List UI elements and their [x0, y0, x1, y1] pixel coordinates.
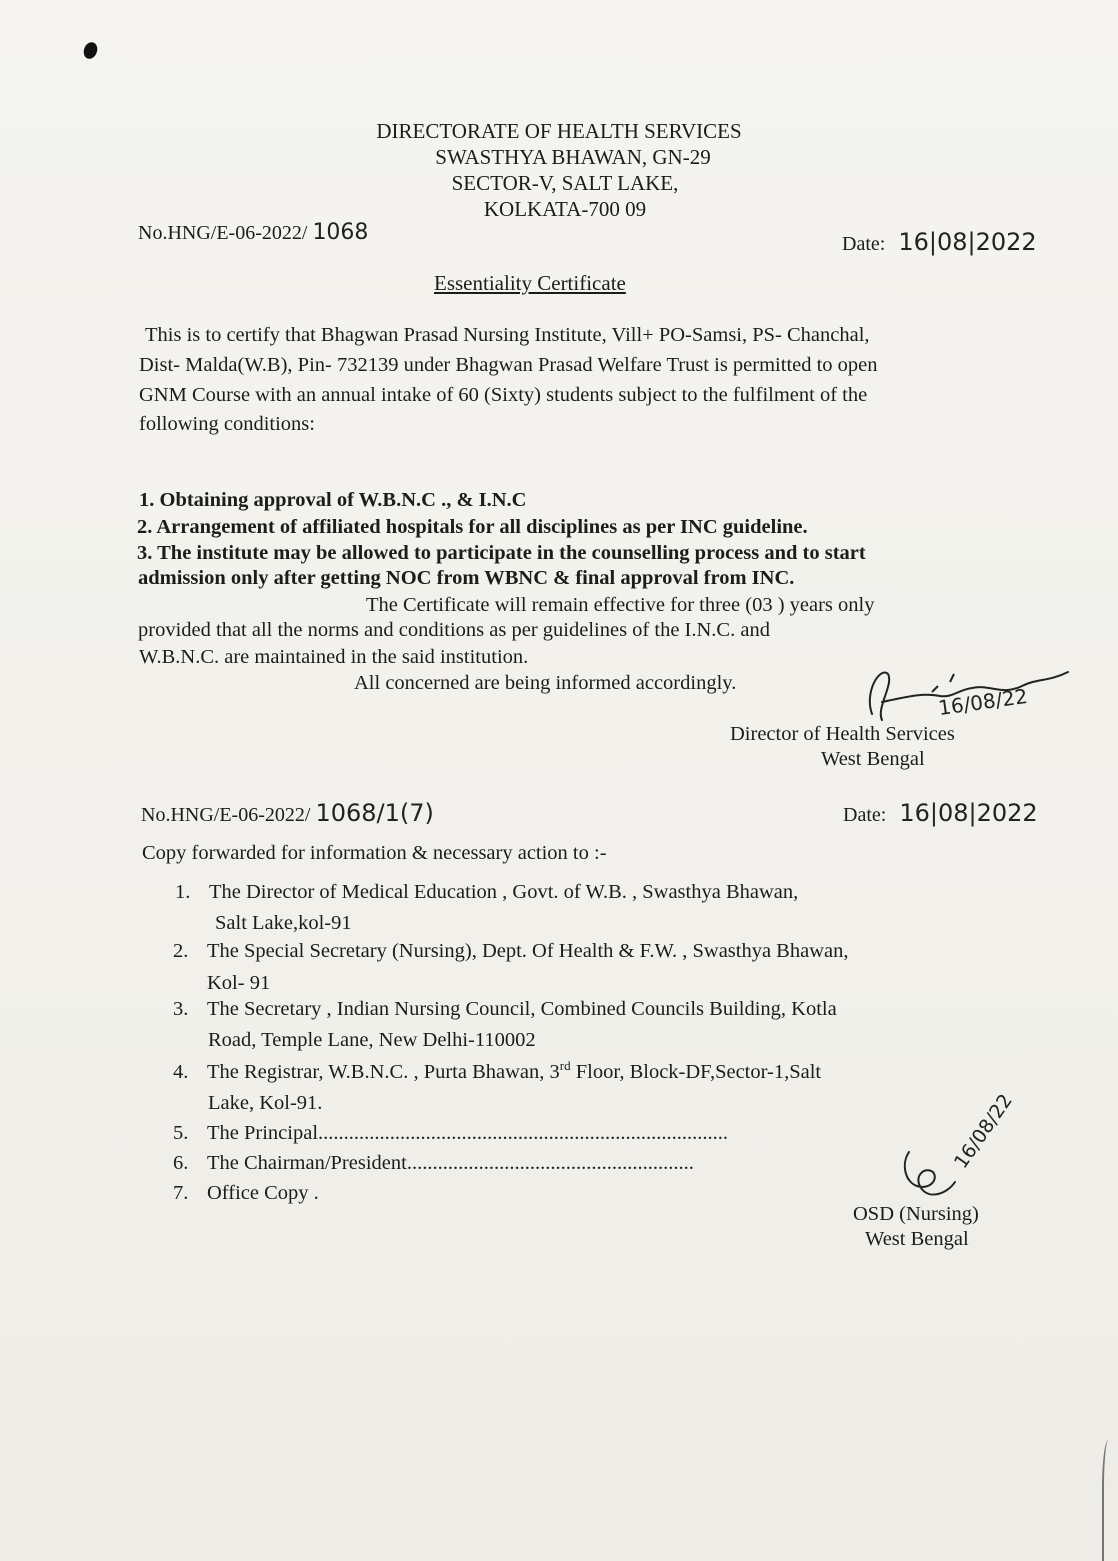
condition-2: 2. Arrangement of affiliated hospitals for all disciplines as per INC guideline. [137, 516, 808, 538]
recipient-4-continued: Lake, Kol-91. [208, 1092, 323, 1114]
recipient-7: 7. Office Copy . [173, 1182, 319, 1204]
intro-line-2: Dist- Malda(W.B), Pin- 732139 under Bhagwan Prasad Welfare Trust is permitted to open [139, 354, 878, 376]
osd-state: West Bengal [865, 1228, 969, 1250]
recipient-5: 5. The Principal................................................................................ [173, 1122, 729, 1144]
letterhead-line-2: SWASTHYA BHAWAN, GN-29 [435, 145, 711, 169]
handwritten-copy-memo-number: 1068/1(7) [315, 799, 434, 827]
intro-line-1: This is to certify that Bhagwan Prasad Nursing Institute, Vill+ PO-Samsi, PS- Chanchal, [145, 324, 870, 346]
recipient-6: 6. The Chairman/President........................................................ [173, 1152, 694, 1174]
signatory-state: West Bengal [821, 748, 925, 770]
validity-line-1: The Certificate will remain effective for three (03 ) years only [366, 594, 875, 616]
osd-signature-date: 16/08/22 [950, 1090, 1017, 1173]
page-edge-mark [1102, 1440, 1118, 1561]
condition-3: 3. The institute may be allowed to participate in the counselling process and to start [137, 542, 866, 564]
recipient-4: 4. The Registrar, W.B.N.C. , Purta Bhawan, 3rd Floor, Block-DF,Sector-1,Salt [173, 1058, 822, 1083]
handwritten-date: 16|08|2022 [898, 228, 1037, 256]
validity-line-2: provided that all the norms and conditions as per guidelines of the I.N.C. and [138, 619, 770, 641]
copy-memo-reference-number: No.HNG/E-06-2022/ 1068/1(7) [141, 799, 434, 827]
letterhead-line-1: DIRECTORATE OF HEALTH SERVICES [376, 119, 742, 143]
handwritten-copy-date: 16|08|2022 [899, 799, 1038, 827]
recipient-2: 2. The Special Secretary (Nursing), Dept. Of Health & F.W. , Swasthya Bhawan, [173, 940, 849, 962]
ink-dot [81, 40, 99, 60]
informed-line: All concerned are being informed accordingly. [354, 672, 737, 694]
copy-memo-date: Date: 16|08|2022 [843, 799, 1038, 827]
recipient-2-continued: Kol- 91 [207, 972, 271, 994]
memo-reference-number: No.HNG/E-06-2022/ 1068 [138, 220, 369, 245]
recipient-3: 3. The Secretary , Indian Nursing Council, Combined Councils Building, Kotla [173, 998, 837, 1020]
memo-date: Date: 16|08|2022 [842, 228, 1037, 256]
intro-line-3: GNM Course with an annual intake of 60 (Sixty) students subject to the fulfilment of the [139, 384, 868, 406]
letterhead-line-4: KOLKATA-700 09 [483, 197, 647, 221]
director-signature-date: 16/08/22 [936, 683, 1030, 721]
validity-line-3: W.B.N.C. are maintained in the said institution. [139, 646, 529, 668]
copy-forwarded-heading: Copy forwarded for information & necessary action to :- [142, 842, 607, 864]
intro-line-4: following conditions: [139, 413, 315, 435]
condition-1: 1. Obtaining approval of W.B.N.C ., & I.N.C [139, 489, 527, 511]
certificate-title: Essentiality Certificate [434, 271, 626, 295]
recipient-1: 1. The Director of Medical Education , Govt. of W.B. , Swasthya Bhawan, [175, 881, 799, 903]
condition-3-continued: admission only after getting NOC from WBNC & final approval from INC. [138, 567, 795, 589]
recipient-3-continued: Road, Temple Lane, New Delhi-110002 [208, 1029, 536, 1051]
recipient-1-continued: Salt Lake,kol-91 [215, 912, 352, 934]
signatory-title: Director of Health Services [730, 723, 955, 745]
handwritten-memo-number: 1068 [312, 220, 369, 245]
osd-title: OSD (Nursing) [853, 1203, 979, 1225]
letterhead-line-3: SECTOR-V, SALT LAKE, [451, 171, 679, 195]
